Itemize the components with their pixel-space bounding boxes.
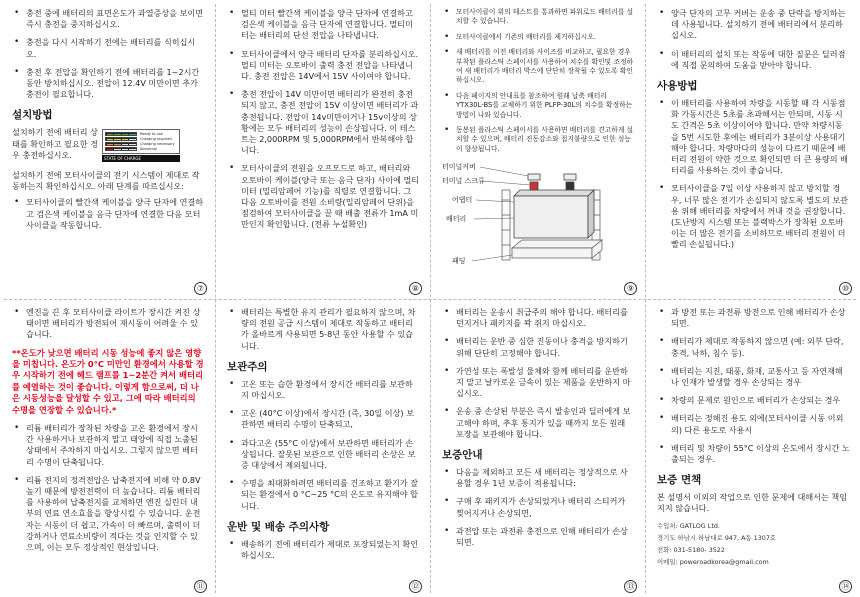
list-item: • 수명을 최대화하려면 배터리를 건조하고 환기가 잘 되는 환경에서 0 °C~25 °C의 온도로 유지해야 합니다. (227, 478, 420, 512)
list-item: • 충전 중에 배터리의 표면온도가 과열증상을 보이면 즉시 충전을 중지하십시오. (12, 8, 205, 30)
section-heading-storage: 보관주의 (227, 360, 268, 373)
diagram-label-battery: 배터리 (446, 215, 467, 224)
soc-label: STATE OF CHARGE (102, 155, 180, 162)
list-item: • 차량의 문제로 원인으로 배터리가 손상되는 경우 (657, 395, 850, 406)
list-item: • 과 방전 또는 과전류 방전으로 인해 배터리가 손상되면. (657, 307, 850, 329)
list-item: • 모터사이클의 빨간색 케이블을 양극 단자에 연결하고 검은색 케이블을 음극 단자에 연결한 다음 모터사이클을 작동합니다. (12, 197, 205, 231)
manual-page-14 (645, 299, 860, 597)
charge-state-legend (102, 127, 180, 166)
legend-row (105, 147, 177, 151)
diagram-label-padding: 패딩 (452, 257, 466, 266)
section-heading-usage: 사용방법 (657, 80, 698, 93)
manual-page-7 (0, 0, 215, 299)
legend-row (105, 142, 177, 146)
list-item: • 엔진을 끈 후 모터사이클 라이트가 장시간 켜진 상태이면 배터리가 방전되어 재시동이 어려울 수 있습니다. (12, 307, 205, 341)
section-heading-disclaimer: 보증 면책 (657, 474, 702, 487)
list-item: • 리튬 배터리가 장착된 차량을 고온 환경에서 장시간 사용하거나 보관하지 말고 태양에 직접 노출된 상태에서 주차하지 마십시오. 그렇지 않으면 배터리 수명이 단축됩니다. (12, 423, 205, 468)
manual-page-9 (430, 0, 645, 299)
list-item: • 충전 전압이 14V 미만이면 배터리가 완전히 충전되지 않고, 충전 전압이 15V 이상이면 배터리가 과 충전됩니다. 전압이 14v미만이거나 15v이상의 상황에는 모두 배터리의 성능이 손상됩니다. 이 테스트는 2,000RPM 및 5,000RPM에서 반복해야 합니다. (227, 89, 420, 156)
page-number: ⑩ (839, 282, 852, 295)
list-item: • 모터사이클을 7일 이상 사용하지 않고 방치할 경우, 너무 많은 전기가 손실되지 않도록 별도의 보관용 위해 배터리를 차량에서 꺼내 것을 권장합니다. (도난방지 시스템 또는 블랙박스가 장착된 오토바이는 더 많은 전기를 소비하므로 배터리 전원이 더 빨리 손실됩니다.) (657, 183, 850, 250)
importer-name: 수입처: GATLOG Ltd. (657, 521, 720, 530)
list-item: • 충전 후 전압을 확인하기 전에 배터리를 1~2시간 동안 방치하십시오. 전압이 12.4V 미만이면 추가 충전이 필요합니다. (12, 67, 205, 101)
legend-row (105, 132, 177, 136)
diagram-label-terminal-cover: 터미널커버 (442, 163, 476, 172)
list-item: • 모터사이클에서 양극 배터리 단자를 분리하십시오. 멀티 미터는 오토바이 출력 충전 전압을 나타냅니다. 충전 전압은 14V에서 15V 사이여야 합니다. (227, 49, 420, 83)
page-number: ⑨ (624, 282, 637, 295)
list-item: • 배터리는 특별한 유지 관리가 필요하지 않으며, 차량의 전원 공급 시스템이 제대로 작동하고 배터리가 올바르게 사용되면 5-8년 동안 사용할 수 있습니다. (227, 307, 420, 352)
section-heading-warranty: 보증안내 (442, 449, 483, 462)
list-item: • 배터리가 제대로 작동하지 않으면 (예: 외부 단락, 충격, 낙하, 침수 등). (657, 336, 850, 358)
list-item: • 모터사이클의 전원을 오프모드로 하고, 배터리와 오토바이 케이블(양극 또는 음극 단자) 사이에 멀티미터 (밀리암페어 기능)를 직렬로 연결합니다. 그 다음 오토바이를 전원 소비량(밀리암페어 단위)을 점검하여 모터사이클을 끌 때 배출 전류가 1mA 미만인지 확인합니다. (전류 누설확인) (227, 163, 420, 230)
list-item: • 과전압 또는 과전류 충전으로 인해 배터리가 손상되면. (442, 526, 635, 548)
battery-exploded-diagram (442, 160, 635, 270)
section-heading-install: 설치방법 (12, 109, 53, 122)
importer-contact (657, 520, 850, 568)
list-item: • 새 배터리를 이전 배터리와 사이즈를 비교하고, 필요한 경우 부착된 플라스틱 스페이서를 사용하여 치수를 확인및 조정하여 새 배터리가 배터리 박스에 단단히 장착될 수 있도록 확인하십시오. (442, 48, 635, 86)
list-item: • 배터리는 운반 중 심한 진동이나 충격을 방지하기 위해 단단히 고정해야 합니다. (442, 336, 635, 358)
list-item: • 다음 페이지의 안내표를 참조하여 원래 납축 배터리 YTX30L-BS를 교체하기 위한 PLFP-30L의 치수를 확정하는 방법이 나와 있습니다. (442, 92, 635, 120)
legend-label: Charging required (140, 137, 172, 142)
legend-label: Ready to use (140, 132, 163, 137)
importer-email: 이메일: poweroadkorea@gmail.com (657, 557, 769, 566)
manual-page-10 (645, 0, 860, 299)
list-item: • 멀티 미터 빨간색 케이블을 양극 단자에 연결하고 검은색 케이블을 음극 단자에 연결합니다. 멀티미터는 배터리의 단선 전압을 나타냅니다. (227, 8, 420, 42)
list-item: • 배터리는 지진, 태풍, 화재, 교통사고 등 자연재해나 인재가 발생할 경우 손상되는 경우 (657, 366, 850, 388)
page-number: ⑧ (409, 282, 422, 295)
list-item: • 운송 중 손상된 부분은 즉시 발송인과 딜러에게 보고해야 하며, 추후 통지가 있을 때까지 모든 원래 포장을 보관해야 합니다. (442, 406, 635, 440)
disclaimer-text: 본 설명서 이외의 작업으로 인한 문제에 대해서는 책임지지 않습니다. (657, 492, 848, 514)
page-number: ⑬ (624, 580, 637, 593)
manual-page-12 (215, 299, 430, 597)
manual-page-8 (215, 0, 430, 299)
list-item: • 가연성 또는 폭발성 물체와 함께 배터리를 운반하지 말고 날카로운 금속이 있는 제품을 운반하지 마십시오. (442, 366, 635, 400)
legend-row (105, 137, 177, 141)
list-item: • 리튬 전지의 정격전압은 납축전지에 비해 약 0.8V 높기 때문에 방전전력이 더 높습니다. 리튬 배터리를 사용하여 납축전지를 교체하면 엔진 실린더 내부의 연료 연소효율을 향상시킬 수 있습니다. 운전자는 시동이 더 쉽고, 가속이 더 빠르며, 출력이 더 강하거나 연료소비량이 적다는 것을 인지할 수 있으며, 이는 모두 정상적인 현상입니다. (12, 475, 205, 553)
list-item: • 모터사이클이 위의 테스트를 통과하면 파워로드 배터리를 설치할 수 있습니다. (442, 8, 635, 27)
manual-page-11 (0, 299, 215, 597)
list-item: • 다음을 제외하고 모든 새 배터리는 정상적으로 사용할 경우 1년 보증이 적용됩니다: (442, 467, 635, 489)
list-item: • 충전을 다시 시작하기 전에는 배터리를 식히십시오. (12, 37, 205, 59)
list-item: • 이 배터리를 사용하여 차량을 시동할 때 각 시동점화 가동시간은 5초를 초과해서는 안되며, 시동 시도 간격은 5초 이상이어야 합니다. 만약 차량시동을 5번 시도한 후에는 배터리가 3분이상 사용대기해야 합니다. 차량마다의 성능이 다르기 때문에 배터리 전원이 약한 것으로 확인되면 더 큰 용량의 배터리를 사용하는 것이 좋습니다. (657, 98, 850, 176)
paragraph: 설치하기 전에 모터사이클의 전기 시스템이 제대로 작동하는지 확인하십시오. 아래 단계를 따르십시오: (12, 170, 200, 192)
legend-label: Abnormal (140, 147, 157, 152)
list-item: • 과다고온 (55°C 이상)에서 보관하면 배터리가 손상됩니다. 잘못된 보관으로 인한 배터리 손상은 보증 대상에서 제외됩니다. (227, 438, 420, 472)
list-item: • 구매 후 패키지가 손상되었거나 배터리 스티커가 찢어지거나 손상되면, (442, 496, 635, 518)
list-item: • 고온 또는 습한 환경에서 장시간 배터리를 보관하지 마십시오. (227, 379, 420, 401)
list-item: • 배송하기 전에 배터리가 제대로 포장되었는지 확인하십시오. (227, 539, 420, 561)
list-item: • 배터리는 정해진 용도 외에(모터사이클 시동 이외의) 다른 용도로 사용시 (657, 413, 850, 435)
list-item: • 모터사이클에서 기존의 배터리를 제거하십시오. (442, 33, 635, 42)
page-number: ⑦ (194, 282, 207, 295)
page-number: ⑭ (839, 580, 852, 593)
install-text: 설치하기 전에 배터리 상태를 확인하고 필요한 경우 충전하십시오. (12, 127, 98, 160)
diagram-label-adapter: 어댑터 (452, 196, 473, 205)
diagram-label-terminal-screw: 터미널 스크류 (442, 177, 485, 186)
importer-phone: 전화: 031-5180- 3522 (657, 545, 725, 554)
list-item: • 고온 (40°C 이상)에서 장시간 (즉, 30일 이상) 보관하면 배터리 수명이 단축되고, (227, 408, 420, 430)
section-heading-shipping: 운반 및 배송 주의사항 (227, 520, 330, 533)
list-item: • 이 배터리의 설치 또는 작동에 대한 질문은 딜러점에 직접 문의하여 도움을 받아야 합니다. (657, 49, 850, 71)
page-number: ⑫ (409, 580, 422, 593)
importer-address: 경기도 하남시 하남대로 947, A동 1307호 (657, 533, 777, 542)
manual-page-13 (430, 299, 645, 597)
charge-state-block (12, 127, 205, 166)
legend-label: Charging necessary (140, 142, 175, 147)
page-number: ⑪ (194, 580, 207, 593)
list-item: • 양극 단자의 고무 커버는 운송 중 단락을 방지하는 데 사용됩니다. 설치하기 전에 배터리에서 분리하십시오. (657, 8, 850, 42)
list-item: • 배터리는 운송시 취급주의 해야 합니다. 배터리를 던지거나 패키지를 꽉 쥐지 마십시오. (442, 307, 635, 329)
cold-weather-warning: **온도가 낮으면 배터리 시동 성능에 좋지 않은 영향을 미칩니다. 온도가 0°C 미만인 환경에서 사용할 경우 시작하기 전에 헤드 램프를 1~2분간 켜서 배터리를 예열하는 것이 좋습니다. 이렇게 함으로써, 더 나은 시동성능을 달성할 수 있고, 그에 따라 배터리의 수명을 연장할 수 있습니다.* (12, 347, 204, 415)
list-item: • 배터리 및 차량이 55°C 이상의 온도에서 장시간 노출되는 경우. (657, 443, 850, 465)
list-item: • 동봉된 플라스틱 스페이서를 사용하면 배터리를 견고하게 설치할 수 있으며, 배터리 진동감소와 접지불량으로 인한 성능이 향상됩니다. (442, 126, 635, 154)
